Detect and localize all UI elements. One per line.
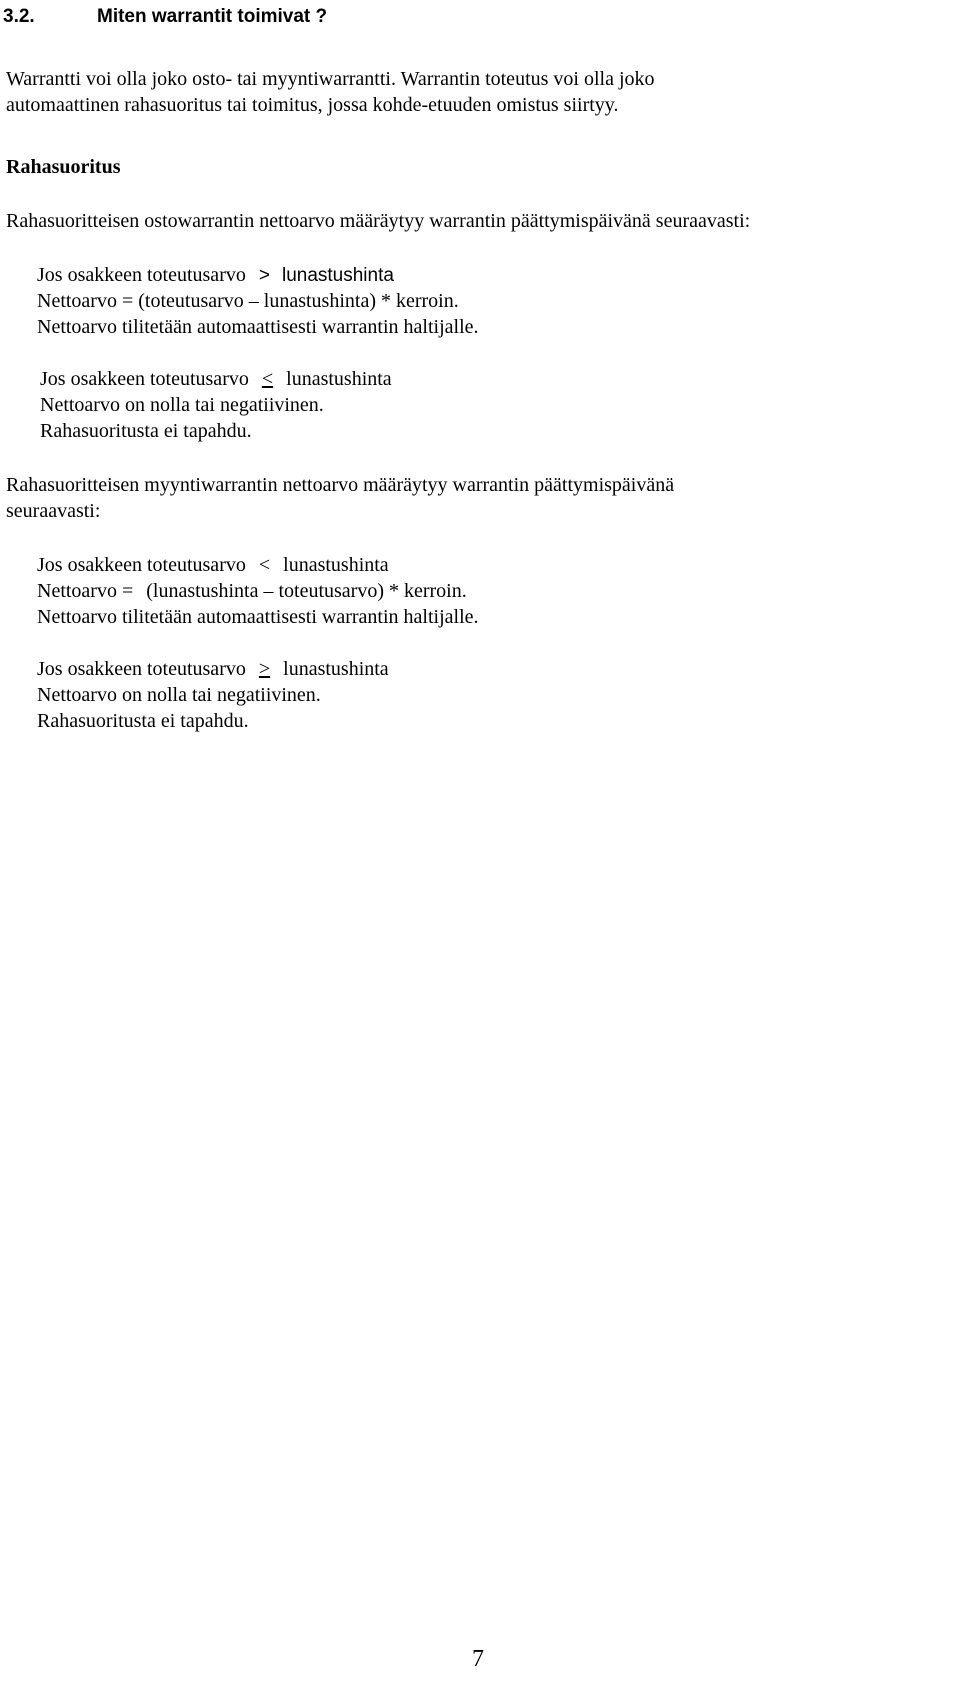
put-case2-note: Rahasuoritusta ei tapahdu. (37, 710, 249, 732)
call-case2-cond-b: lunastushinta (286, 368, 392, 390)
put-intro-line-2: seuraavasti: (6, 500, 101, 522)
put-case2-operator: > (258, 658, 271, 680)
put-case2-cond-a: Jos osakkeen toteutusarvo (37, 658, 246, 680)
put-case1-formula-b: (lunastushinta – toteutusarvo) * kerroin. (146, 580, 467, 602)
section-title: Miten warrantit toimivat ? (97, 6, 328, 27)
put-case1-formula (37, 578, 467, 605)
call-case1-cond-a: Jos osakkeen toteutusarvo (37, 264, 246, 286)
put-case2-result: Nettoarvo on nolla tai negatiivinen. (37, 684, 321, 706)
call-case1-formula: Nettoarvo = (toteutusarvo – lunastushinta) * kerroin. (37, 290, 459, 312)
call-case1-note: Nettoarvo tilitetään automaattisesti warrantin haltijalle. (37, 316, 479, 338)
put-intro-line-1: Rahasuoritteisen myyntiwarrantin nettoarvo määräytyy warrantin päättymispäivänä (6, 474, 675, 496)
put-case1-condition (37, 552, 389, 579)
intro-line-1: Warrantti voi olla joko osto- tai myyntiwarrantti. Warrantin toteutus voi olla joko (6, 68, 655, 90)
put-case1-formula-a: Nettoarvo = (37, 580, 134, 602)
call-case1-cond-b: lunastushinta (281, 265, 394, 286)
intro-line-2: automaattinen rahasuoritus tai toimitus, jossa kohde-etuuden omistus siirtyy. (6, 94, 619, 116)
subheading: Rahasuoritus (6, 156, 121, 178)
call-intro: Rahasuoritteisen ostowarrantin nettoarvo määräytyy warrantin päättymispäivänä seuraavasti: (6, 210, 751, 232)
call-case2-condition (40, 366, 392, 393)
call-case2-cond-a: Jos osakkeen toteutusarvo (40, 368, 249, 390)
put-case1-cond-b: lunastushinta (283, 554, 389, 576)
put-case1-note: Nettoarvo tilitetään automaattisesti warrantin haltijalle. (37, 606, 479, 628)
call-case2-operator: < (261, 368, 274, 390)
page-number: 7 (472, 1646, 484, 1672)
put-case1-cond-a: Jos osakkeen toteutusarvo (37, 554, 246, 576)
put-case2-cond-b: lunastushinta (283, 658, 389, 680)
call-case1-operator: > (258, 265, 270, 286)
put-case2-condition (37, 656, 389, 683)
call-case2-result: Nettoarvo on nolla tai negatiivinen. (40, 394, 324, 416)
section-number: 3.2. (3, 6, 35, 27)
put-case1-operator: < (258, 554, 271, 576)
call-case2-note: Rahasuoritusta ei tapahdu. (40, 420, 252, 442)
call-case1-condition (37, 262, 394, 289)
